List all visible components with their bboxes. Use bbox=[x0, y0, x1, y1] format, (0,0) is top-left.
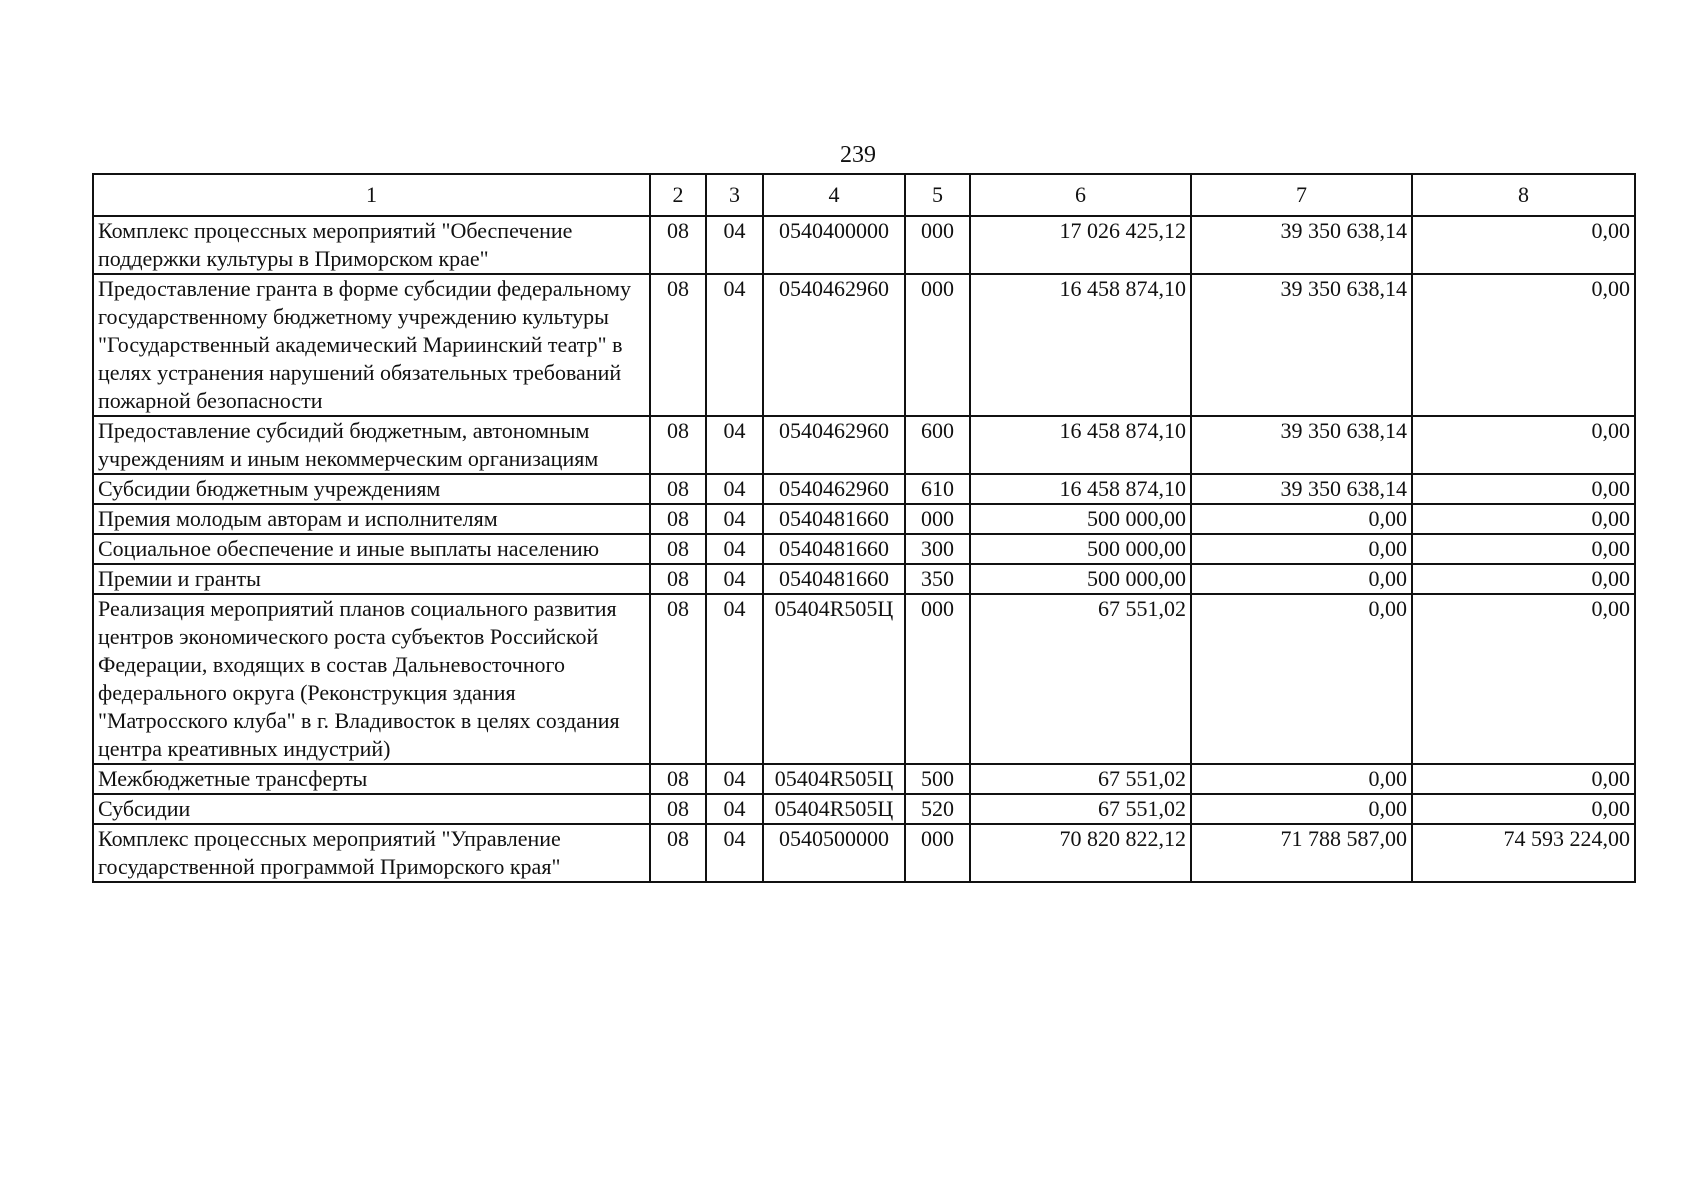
row-section: 08 bbox=[650, 274, 706, 416]
row-amount-col7: 0,00 bbox=[1191, 594, 1412, 764]
header-row bbox=[93, 174, 1635, 216]
row-amount-col8: 0,00 bbox=[1412, 594, 1635, 764]
row-expense-type: 000 bbox=[905, 594, 970, 764]
table-row bbox=[93, 564, 1635, 594]
row-amount-col8: 0,00 bbox=[1412, 216, 1635, 274]
row-subsection: 04 bbox=[706, 416, 763, 474]
row-section: 08 bbox=[650, 534, 706, 564]
row-section: 08 bbox=[650, 416, 706, 474]
row-expense-type: 000 bbox=[905, 274, 970, 416]
row-subsection: 04 bbox=[706, 216, 763, 274]
row-amount-col7: 0,00 bbox=[1191, 564, 1412, 594]
table-row bbox=[93, 504, 1635, 534]
row-subsection: 04 bbox=[706, 504, 763, 534]
row-expense-type: 520 bbox=[905, 794, 970, 824]
row-section: 08 bbox=[650, 504, 706, 534]
row-subsection: 04 bbox=[706, 764, 763, 794]
row-amount-col8: 0,00 bbox=[1412, 504, 1635, 534]
row-expense-type: 300 bbox=[905, 534, 970, 564]
row-amount-col7: 39 350 638,14 bbox=[1191, 416, 1412, 474]
row-subsection: 04 bbox=[706, 794, 763, 824]
row-expense-type: 610 bbox=[905, 474, 970, 504]
page-number: 239 bbox=[840, 142, 876, 168]
row-expense-type: 600 bbox=[905, 416, 970, 474]
row-target-code: 0540500000 bbox=[763, 824, 905, 882]
table-row bbox=[93, 416, 1635, 474]
table-row bbox=[93, 794, 1635, 824]
row-name: Межбюджетные трансферты bbox=[93, 764, 650, 794]
row-name: Субсидии bbox=[93, 794, 650, 824]
row-amount-col6: 16 458 874,10 bbox=[970, 274, 1191, 416]
row-amount-col7: 0,00 bbox=[1191, 534, 1412, 564]
table-row bbox=[93, 474, 1635, 504]
column-header-8: 8 bbox=[1412, 174, 1635, 216]
row-section: 08 bbox=[650, 794, 706, 824]
row-subsection: 04 bbox=[706, 564, 763, 594]
row-expense-type: 000 bbox=[905, 504, 970, 534]
row-amount-col7: 0,00 bbox=[1191, 794, 1412, 824]
row-target-code: 0540481660 bbox=[763, 534, 905, 564]
row-subsection: 04 bbox=[706, 534, 763, 564]
row-amount-col6: 500 000,00 bbox=[970, 504, 1191, 534]
row-name: Предоставление субсидий бюджетным, автономным учреждениям и иным некоммерческим организациям bbox=[93, 416, 650, 474]
row-amount-col8: 0,00 bbox=[1412, 534, 1635, 564]
row-target-code: 0540462960 bbox=[763, 416, 905, 474]
row-target-code: 0540481660 bbox=[763, 504, 905, 534]
row-expense-type: 500 bbox=[905, 764, 970, 794]
table-row bbox=[93, 594, 1635, 764]
row-amount-col6: 500 000,00 bbox=[970, 564, 1191, 594]
row-amount-col6: 67 551,02 bbox=[970, 764, 1191, 794]
table-row bbox=[93, 274, 1635, 416]
row-amount-col8: 0,00 bbox=[1412, 794, 1635, 824]
column-header-6: 6 bbox=[970, 174, 1191, 216]
row-expense-type: 000 bbox=[905, 216, 970, 274]
column-header-5: 5 bbox=[905, 174, 970, 216]
table-row bbox=[93, 534, 1635, 564]
column-header-3: 3 bbox=[706, 174, 763, 216]
row-subsection: 04 bbox=[706, 474, 763, 504]
column-header-7: 7 bbox=[1191, 174, 1412, 216]
row-expense-type: 350 bbox=[905, 564, 970, 594]
row-section: 08 bbox=[650, 216, 706, 274]
row-section: 08 bbox=[650, 824, 706, 882]
row-section: 08 bbox=[650, 764, 706, 794]
row-target-code: 05404R505Ц bbox=[763, 794, 905, 824]
row-name: Реализация мероприятий планов социального развития центров экономического роста субъектов Российской Федерации, входящих в состав Дальневосточного федерального округа (Реконструкция здания "Матросского клуба" в г. Владивосток в целях создания центра креативных индустрий) bbox=[93, 594, 650, 764]
row-expense-type: 000 bbox=[905, 824, 970, 882]
row-section: 08 bbox=[650, 474, 706, 504]
row-section: 08 bbox=[650, 564, 706, 594]
column-header-1: 1 bbox=[93, 174, 650, 216]
row-name: Предоставление гранта в форме субсидии федеральному государственному бюджетному учреждению культуры "Государственный академический Мариинский театр" в целях устранения нарушений обязательных требований пожарной безопасности bbox=[93, 274, 650, 416]
column-header-2: 2 bbox=[650, 174, 706, 216]
column-header-4: 4 bbox=[763, 174, 905, 216]
budget-table bbox=[92, 173, 1636, 883]
table-row bbox=[93, 216, 1635, 274]
row-amount-col8: 0,00 bbox=[1412, 474, 1635, 504]
row-amount-col8: 0,00 bbox=[1412, 764, 1635, 794]
row-name: Премии и гранты bbox=[93, 564, 650, 594]
row-amount-col6: 16 458 874,10 bbox=[970, 416, 1191, 474]
row-section: 08 bbox=[650, 594, 706, 764]
row-amount-col6: 17 026 425,12 bbox=[970, 216, 1191, 274]
row-target-code: 05404R505Ц bbox=[763, 764, 905, 794]
row-target-code: 0540462960 bbox=[763, 474, 905, 504]
row-subsection: 04 bbox=[706, 824, 763, 882]
row-subsection: 04 bbox=[706, 594, 763, 764]
row-name: Комплекс процессных мероприятий "Управление государственной программой Приморского края" bbox=[93, 824, 650, 882]
row-amount-col6: 70 820 822,12 bbox=[970, 824, 1191, 882]
row-amount-col7: 0,00 bbox=[1191, 504, 1412, 534]
row-amount-col7: 39 350 638,14 bbox=[1191, 474, 1412, 504]
row-name: Социальное обеспечение и иные выплаты населению bbox=[93, 534, 650, 564]
row-amount-col7: 39 350 638,14 bbox=[1191, 274, 1412, 416]
row-target-code: 0540462960 bbox=[763, 274, 905, 416]
row-amount-col8: 74 593 224,00 bbox=[1412, 824, 1635, 882]
row-name: Субсидии бюджетным учреждениям bbox=[93, 474, 650, 504]
row-amount-col8: 0,00 bbox=[1412, 416, 1635, 474]
row-amount-col6: 500 000,00 bbox=[970, 534, 1191, 564]
row-amount-col7: 39 350 638,14 bbox=[1191, 216, 1412, 274]
row-target-code: 0540481660 bbox=[763, 564, 905, 594]
row-target-code: 05404R505Ц bbox=[763, 594, 905, 764]
row-amount-col6: 67 551,02 bbox=[970, 594, 1191, 764]
table-row bbox=[93, 824, 1635, 882]
row-name: Комплекс процессных мероприятий "Обеспечение поддержки культуры в Приморском крае" bbox=[93, 216, 650, 274]
row-amount-col8: 0,00 bbox=[1412, 564, 1635, 594]
row-amount-col6: 16 458 874,10 bbox=[970, 474, 1191, 504]
row-subsection: 04 bbox=[706, 274, 763, 416]
table-row bbox=[93, 764, 1635, 794]
row-amount-col7: 71 788 587,00 bbox=[1191, 824, 1412, 882]
row-target-code: 0540400000 bbox=[763, 216, 905, 274]
row-name: Премия молодым авторам и исполнителям bbox=[93, 504, 650, 534]
row-amount-col7: 0,00 bbox=[1191, 764, 1412, 794]
row-amount-col6: 67 551,02 bbox=[970, 794, 1191, 824]
row-amount-col8: 0,00 bbox=[1412, 274, 1635, 416]
